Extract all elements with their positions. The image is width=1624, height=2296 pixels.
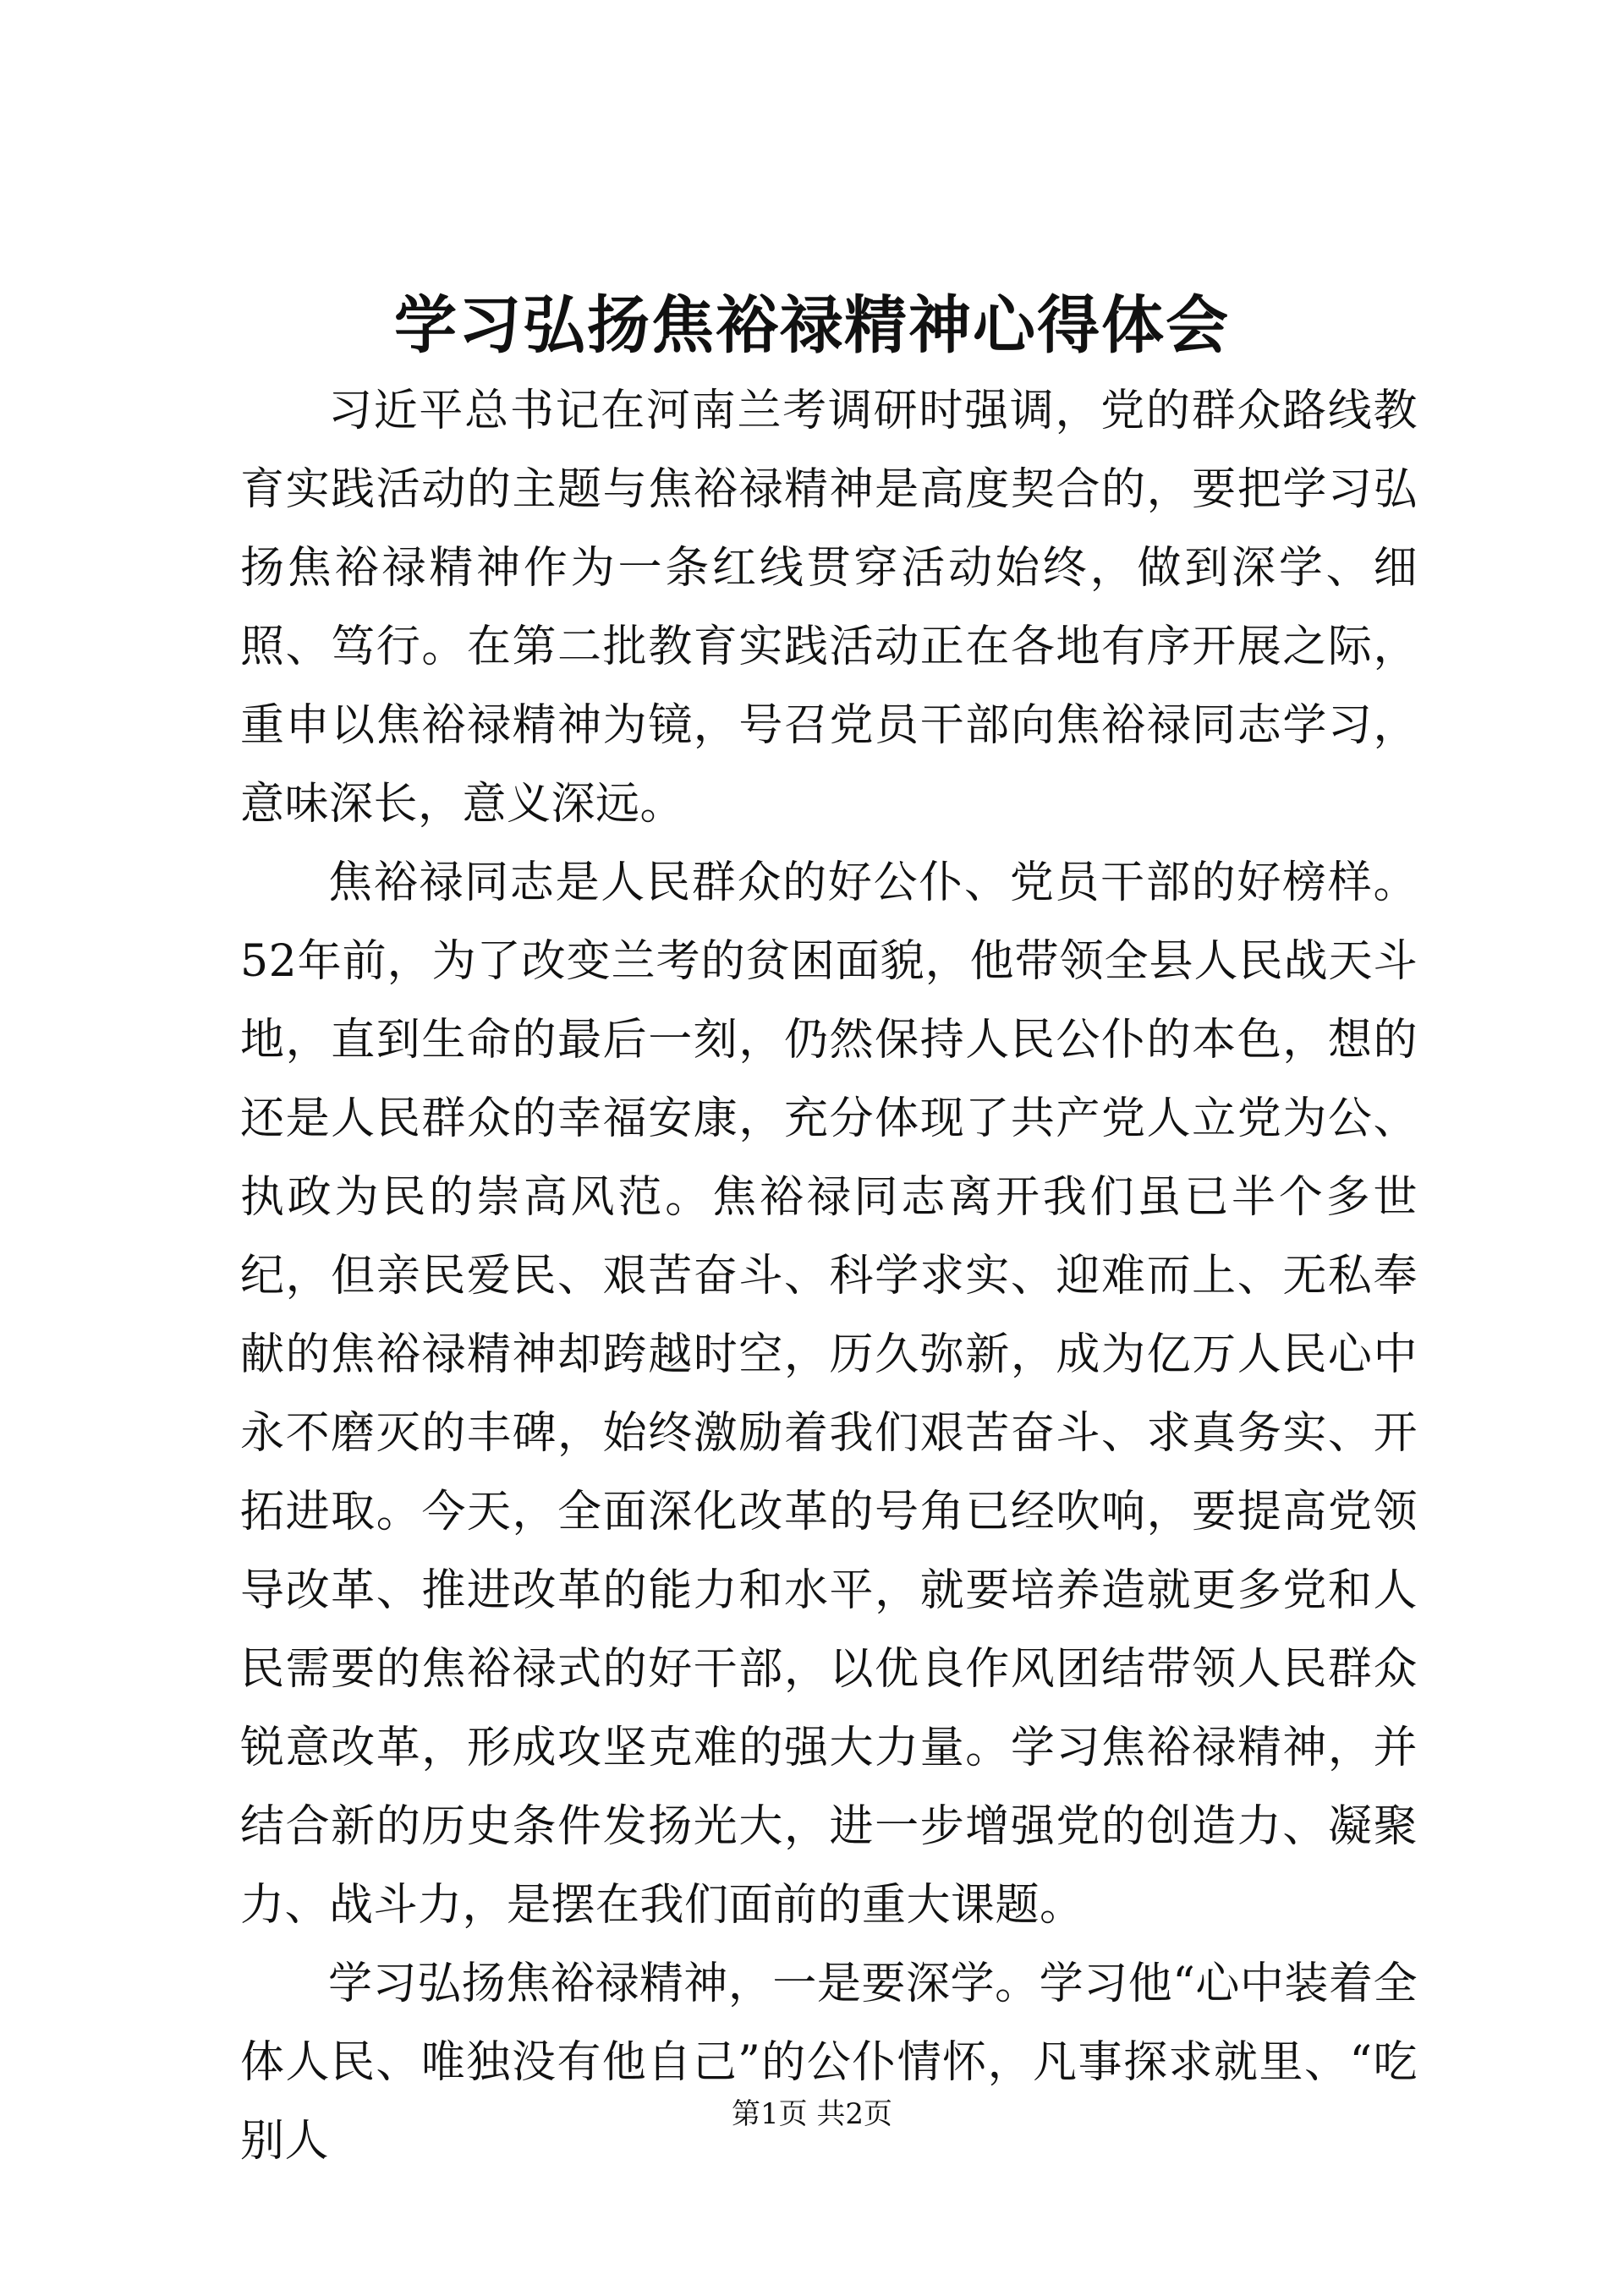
document-title: 学习弘扬焦裕禄精神心得体会 (394, 289, 1230, 362)
document-body (240, 372, 1418, 2181)
paragraph-2: 焦裕禄同志是人民群众的好公仆、党员干部的好榜样。52年前，为了改变兰考的贫困面貌，他带领全县人民战天斗地，直到生命的最后一刻，仍然保持人民公仆的本色，想的还是人民群众的幸福安康，充分体现了共产党人立党为公、执政为民的崇高风范。焦裕禄同志离开我们虽已半个多世纪，但亲民爱民、艰苦奋斗、科学求实、迎难而上、无私奉献的焦裕禄精神却跨越时空，历久弥新，成为亿万人民心中永不磨灭的丰碑，始终激励着我们艰苦奋斗、求真务实、开拓进取。今天，全面深化改革的号角已经吹响，要提高党领导改革、推进改革的能力和水平，就要培养造就更多党和人民需要的焦裕禄式的好干部，以优良作风团结带领人民群众锐意改革，形成攻坚克难的强大力量。学习焦裕禄精神，并结合新的历史条件发扬光大，进一步增强党的创造力、凝聚力、战斗力，是摆在我们面前的重大课题。 (240, 858, 1418, 1931)
paragraph-1: 习近平总书记在河南兰考调研时强调，党的群众路线教育实践活动的主题与焦裕禄精神是高度契合的，要把学习弘扬焦裕禄精神作为一条红线贯穿活动始终，做到深学、细照、笃行。在第二批教育实践活动正在各地有序开展之际，重申以焦裕禄精神为镜，号召党员干部向焦裕禄同志学习，意味深长，意义深远。 (240, 386, 1418, 830)
paragraph-3: 学习弘扬焦裕禄精神，一是要深学。学习他“心中装着全体人民、唯独没有他自己”的公仆情怀，凡事探求就里、“吃别人 (240, 1959, 1418, 2167)
page-footer: 第1页 共2页 (731, 2097, 893, 2131)
